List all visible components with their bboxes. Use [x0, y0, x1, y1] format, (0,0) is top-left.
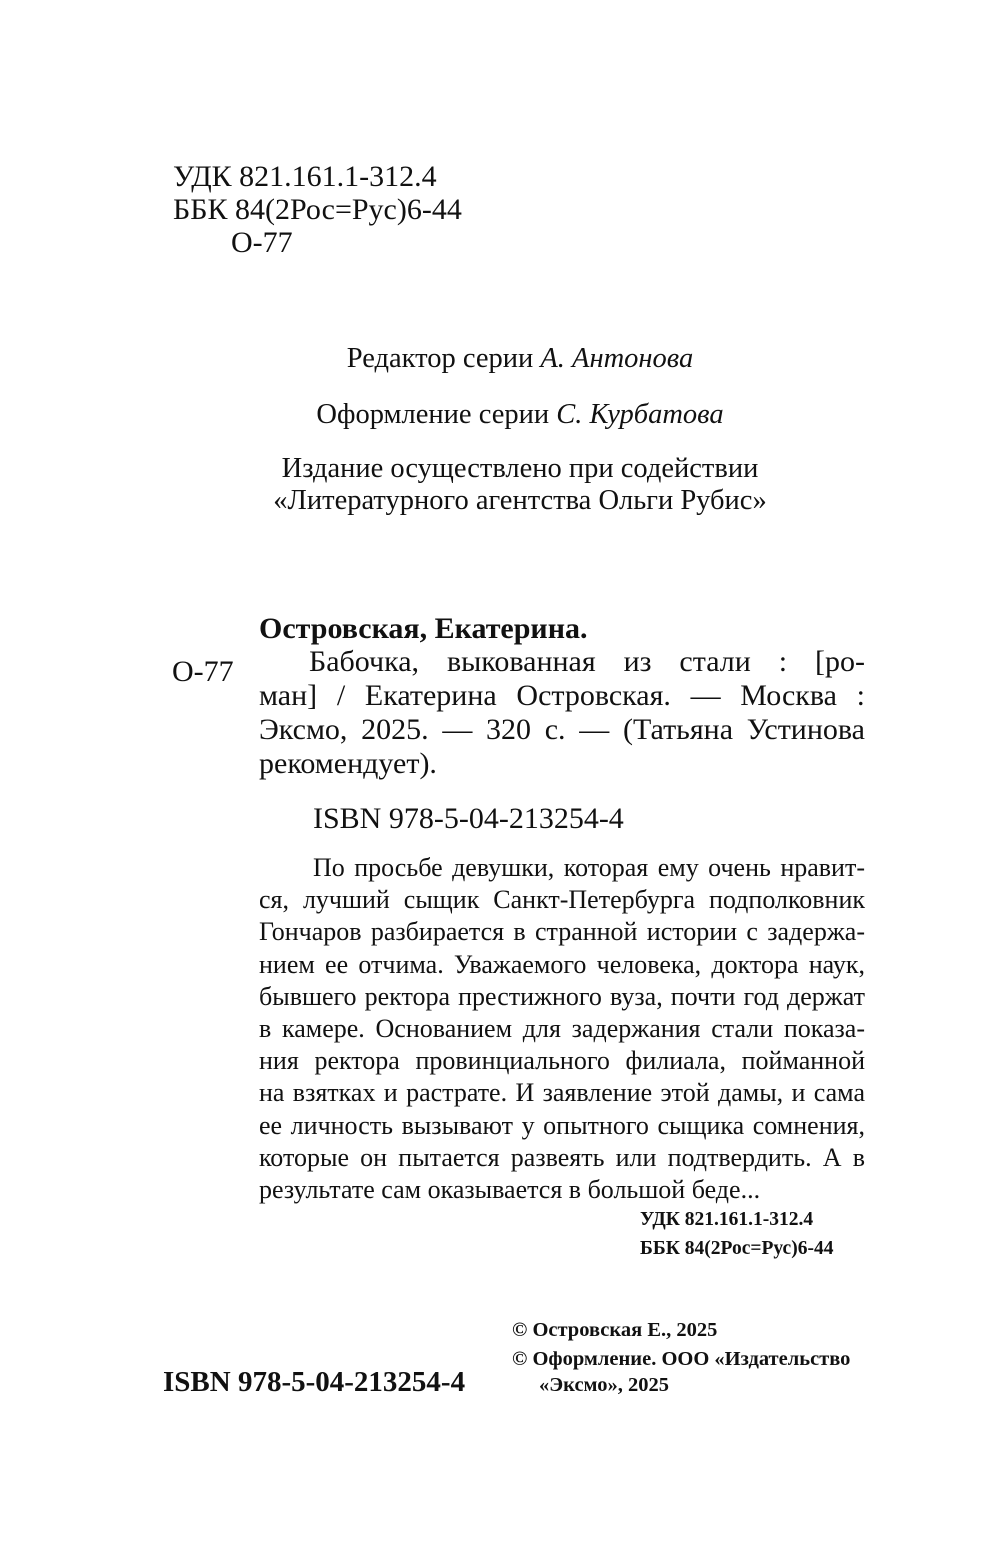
series-design-label: Оформление серии — [316, 399, 557, 430]
bbk-code-bottom: ББК 84(2Рос=Рус)6-44 — [640, 1238, 834, 1259]
record-description-line: Эксмо, 2025. — 320 с. — (Татьяна Устинова — [259, 713, 865, 746]
annotation-line: на взятках и растрате. И заявление этой дамы, и сама — [259, 1078, 865, 1108]
annotation-line: результате сам оказывается в большой беде... — [259, 1175, 761, 1205]
series-editor-label: Редактор серии — [346, 343, 541, 374]
udk-code-bottom: УДК 821.161.1-312.4 — [640, 1209, 814, 1230]
record-description-line: Бабочка, выкованная из стали : [ро- — [309, 645, 865, 678]
agency-line-1: Издание осуществлено при содействии — [281, 453, 759, 484]
udk-code-top: УДК 821.161.1-312.4 — [173, 160, 437, 193]
annotation-line: которые он пытается развеять или подтвердить. А в — [259, 1142, 865, 1172]
annotation-line: Гончаров разбирается в странной истории с задержа- — [259, 917, 865, 947]
agency-line-2: «Литературного агентства Ольги Рубис» — [273, 485, 767, 516]
annotation-line: ее личность вызывают у опытного сыщика сомнения, — [259, 1110, 865, 1140]
record-isbn: ISBN 978-5-04-213254-4 — [313, 802, 624, 835]
copyright-design: © Оформление. ООО «Издательство — [512, 1348, 851, 1370]
annotation — [259, 852, 865, 1206]
record-description — [259, 645, 865, 781]
annotation-line: бывшего ректора престижного вуза, почти год держат — [259, 981, 865, 1011]
record-description-line: рекомендует). — [259, 747, 437, 780]
annotation-line: в камере. Основанием для задержания стали показа- — [259, 1014, 865, 1044]
annotation-line: ся, лучший сыщик Санкт-Петербурга подполковник — [259, 885, 865, 915]
author-mark-record: О-77 — [172, 655, 234, 688]
series-design-line — [0, 398, 1000, 431]
annotation-line: ния ректора провинциального филиала, пойманной — [259, 1046, 865, 1076]
author-mark-top: О-77 — [231, 226, 293, 259]
series-editor-line — [0, 342, 1000, 375]
copyright-author: © Островская Е., 2025 — [512, 1319, 718, 1341]
record-description-line: ман] / Екатерина Островская. — Москва : — [259, 679, 865, 712]
annotation-line: По просьбе девушки, которая ему очень нравит- — [313, 853, 865, 882]
copyright-design-cont: «Эксмо», 2025 — [539, 1374, 669, 1396]
annotation-line: нием ее отчима. Уважаемого человека, доктора наук, — [259, 949, 865, 979]
record-author: Островская, Екатерина. — [259, 612, 588, 645]
series-design-name: С. Курбатова — [556, 399, 724, 430]
bbk-code-top: ББК 84(2Рос=Рус)6-44 — [173, 193, 462, 226]
series-editor-name: А. Антонова — [540, 343, 694, 374]
isbn-bottom: ISBN 978-5-04-213254-4 — [163, 1366, 466, 1398]
